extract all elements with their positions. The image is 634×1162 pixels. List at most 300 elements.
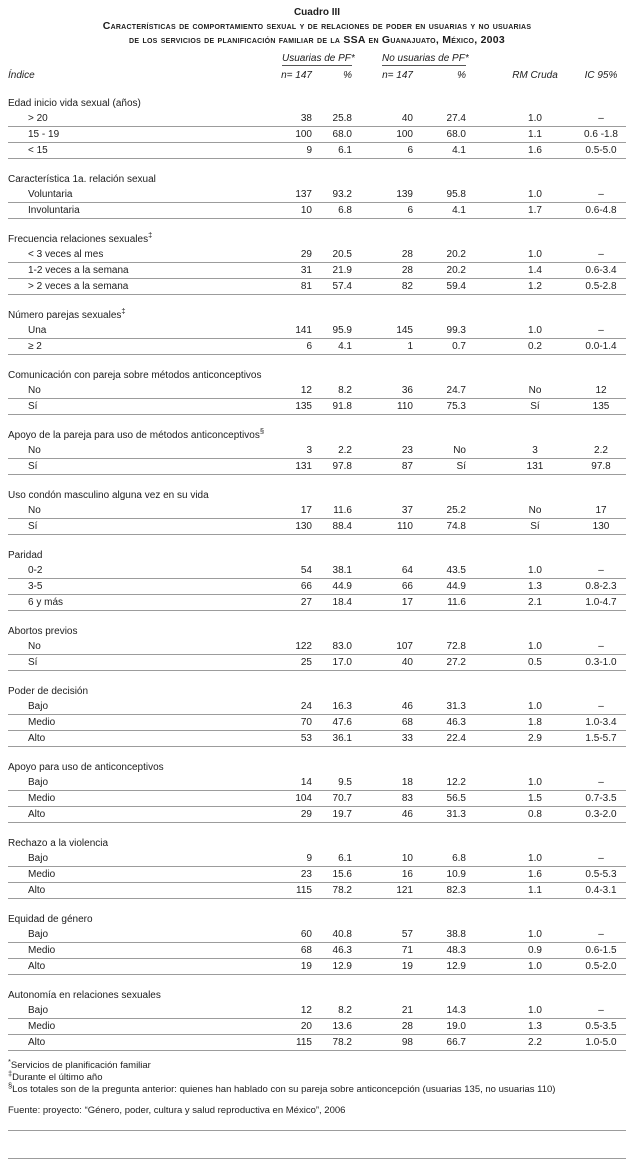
cell-pct-usuarias: 44.9 (332, 581, 352, 592)
row-label: Bajo (28, 777, 49, 788)
footnote-text: Durante el último año (12, 1072, 103, 1083)
section-title-text: Apoyo de la pareja para uso de métodos anticonceptivos (8, 430, 260, 441)
table-row (8, 807, 626, 823)
cell-ic-95: 0.5-5.3 (585, 869, 617, 880)
cell-n-no-usuarias: 57 (401, 929, 413, 940)
row-label: Medio (28, 717, 56, 728)
footnote (8, 1068, 626, 1084)
section-title (8, 988, 626, 1003)
footnote (8, 1056, 626, 1072)
row-label: < 3 veces al mes (28, 249, 104, 260)
cell-n-usuarias: 68 (300, 945, 312, 956)
cell-ic-95: 1.5-5.7 (585, 733, 617, 744)
table-row (8, 851, 626, 867)
footnote (8, 1080, 626, 1096)
cell-n-no-usuarias: 87 (401, 461, 413, 472)
row-label: ≥ 2 (28, 341, 42, 352)
cell-rm-cruda: 1.7 (528, 205, 542, 216)
cell-ic-95: 130 (592, 521, 610, 532)
cell-n-usuarias: 141 (295, 325, 312, 336)
cell-ic-95: – (598, 249, 604, 260)
cell-pct-usuarias: 40.8 (332, 929, 352, 940)
cell-n-usuarias: 31 (300, 265, 312, 276)
cell-rm-cruda: 1.1 (528, 129, 542, 140)
table-row (8, 339, 626, 355)
cell-ic-95: 0.3-1.0 (585, 657, 617, 668)
cell-ic-95: 135 (592, 401, 610, 412)
section-title (8, 308, 626, 323)
cell-rm-cruda: 1.8 (528, 717, 542, 728)
table-row (8, 399, 626, 415)
cell-ic-95: – (598, 641, 604, 652)
cell-pct-usuarias: 8.2 (338, 1005, 352, 1016)
row-label: Alto (28, 1037, 46, 1048)
cell-pct-usuarias: 36.1 (332, 733, 352, 744)
cell-rm-cruda: 1.0 (528, 249, 542, 260)
section-title-text: Comunicación con pareja sobre métodos anticonceptivos (8, 370, 262, 381)
section-title (8, 368, 626, 383)
cell-pct-no-usuarias: Sí (456, 461, 466, 472)
cell-n-usuarias: 81 (300, 281, 312, 292)
table-label: Cuadro III (293, 7, 341, 18)
cell-pct-no-usuarias: 75.3 (446, 401, 466, 412)
cell-pct-no-usuarias: 27.4 (446, 113, 466, 124)
cell-rm-cruda: 1.0 (528, 1005, 542, 1016)
cell-ic-95: – (598, 853, 604, 864)
cell-rm-cruda: 1.6 (528, 145, 542, 156)
cell-pct-no-usuarias: 44.9 (446, 581, 466, 592)
table-row (8, 563, 626, 579)
cell-pct-no-usuarias: 10.9 (446, 869, 466, 880)
row-label: 0-2 (28, 565, 43, 576)
row-label: No (28, 505, 41, 516)
cell-n-no-usuarias: 71 (401, 945, 413, 956)
table-section (8, 548, 626, 611)
cell-n-no-usuarias: 6 (407, 205, 413, 216)
section-title (8, 624, 626, 639)
cell-n-no-usuarias: 23 (401, 445, 413, 456)
cell-ic-95: – (598, 929, 604, 940)
cell-n-usuarias: 29 (300, 249, 312, 260)
section-title-text: Edad inicio vida sexual (años) (8, 98, 141, 109)
cell-pct-no-usuarias: 72.8 (446, 641, 466, 652)
cell-n-no-usuarias: 28 (401, 265, 413, 276)
table-row (8, 639, 626, 655)
cell-pct-no-usuarias: 0.7 (452, 341, 466, 352)
section-title (8, 96, 626, 111)
table-section (8, 684, 626, 747)
row-label: Voluntaria (28, 189, 73, 200)
table-row (8, 579, 626, 595)
section-rows (8, 383, 626, 415)
table-body (8, 96, 626, 1051)
cell-n-no-usuarias: 28 (401, 249, 413, 260)
table-header (8, 53, 626, 83)
cell-n-no-usuarias: 17 (401, 597, 413, 608)
column-group-row (8, 53, 626, 66)
section-rows (8, 775, 626, 823)
table-title (8, 19, 626, 47)
cell-n-no-usuarias: 46 (401, 701, 413, 712)
col-header-rm-cruda: RM Cruda (512, 70, 558, 81)
cell-pct-usuarias: 6.1 (338, 145, 352, 156)
cell-ic-95: 0.5-5.0 (585, 145, 617, 156)
cell-pct-no-usuarias: 27.2 (446, 657, 466, 668)
row-label: Bajo (28, 1005, 49, 1016)
section-title-text: Frecuencia relaciones sexuales (8, 234, 149, 245)
table-row (8, 263, 626, 279)
table-title-line2: de los servicios de planificación familiar de la SSA en Guanajuato, México, 2003 (129, 34, 505, 46)
col-group-no-usuarias: No usuarias de PF* (382, 53, 469, 64)
cell-rm-cruda: 2.9 (528, 733, 542, 744)
table-row (8, 279, 626, 295)
cell-rm-cruda: 2.1 (528, 597, 542, 608)
cell-n-usuarias: 115 (296, 1037, 312, 1048)
cell-rm-cruda: Sí (530, 521, 540, 532)
cell-pct-no-usuarias: 14.3 (446, 1005, 466, 1016)
cell-n-usuarias: 20 (300, 1021, 312, 1032)
bottom-rule (8, 1130, 626, 1131)
cell-rm-cruda: 1.0 (528, 777, 542, 788)
cell-n-usuarias: 122 (295, 641, 312, 652)
cell-ic-95: 1.0-4.7 (585, 597, 617, 608)
cell-ic-95: 97.8 (591, 461, 611, 472)
cell-rm-cruda: 3 (532, 445, 538, 456)
cell-rm-cruda: 131 (526, 461, 544, 472)
cell-n-no-usuarias: 46 (401, 809, 413, 820)
row-label: Medio (28, 793, 56, 804)
cell-ic-95: 1.0-3.4 (585, 717, 617, 728)
row-label: Alto (28, 809, 46, 820)
cell-n-usuarias: 14 (300, 777, 312, 788)
cell-n-no-usuarias: 145 (396, 325, 413, 336)
section-title (8, 172, 626, 187)
cell-n-no-usuarias: 16 (401, 869, 413, 880)
section-rows (8, 247, 626, 295)
table-row (8, 187, 626, 203)
cell-ic-95: – (598, 325, 604, 336)
cell-n-no-usuarias: 28 (401, 1021, 413, 1032)
cell-n-no-usuarias: 68 (401, 717, 413, 728)
section-title (8, 836, 626, 851)
cell-n-no-usuarias: 10 (401, 853, 413, 864)
source-line: Fuente: proyecto: “Género, poder, cultura y salud reproductiva en México”, 2006 (8, 1105, 346, 1116)
table-section (8, 96, 626, 159)
cell-n-no-usuarias: 110 (397, 521, 413, 532)
cell-n-no-usuarias: 6 (407, 145, 413, 156)
cell-pct-no-usuarias: 48.3 (446, 945, 466, 956)
section-title (8, 684, 626, 699)
cell-ic-95: 0.8-2.3 (585, 581, 617, 592)
section-rows (8, 187, 626, 219)
cell-n-usuarias: 100 (295, 129, 312, 140)
section-rows (8, 503, 626, 535)
cell-ic-95: 0.0-1.4 (585, 341, 617, 352)
page-end-rule (8, 1158, 626, 1159)
table-row (8, 247, 626, 263)
section-title-text: Apoyo para uso de anticonceptivos (8, 762, 164, 773)
section-title-text: Uso condón masculino alguna vez en su vida (8, 490, 209, 501)
table-row (8, 927, 626, 943)
section-title (8, 760, 626, 775)
cell-pct-usuarias: 13.6 (332, 1021, 352, 1032)
section-rows (8, 639, 626, 671)
cell-ic-95: – (598, 777, 604, 788)
cell-n-usuarias: 53 (300, 733, 312, 744)
cell-n-usuarias: 54 (300, 565, 312, 576)
cell-n-usuarias: 38 (300, 113, 312, 124)
cell-n-usuarias: 66 (300, 581, 312, 592)
table-row (8, 775, 626, 791)
cell-rm-cruda: 2.2 (528, 1037, 542, 1048)
cell-pct-usuarias: 78.2 (332, 885, 352, 896)
table-section (8, 624, 626, 671)
section-title (8, 912, 626, 927)
table-row (8, 127, 626, 143)
cell-rm-cruda: 1.4 (528, 265, 542, 276)
row-label: Medio (28, 869, 56, 880)
table-section (8, 368, 626, 415)
cell-ic-95: 0.6 -1.8 (584, 129, 618, 140)
cell-rm-cruda: 1.0 (528, 641, 542, 652)
cell-pct-no-usuarias: 24.7 (446, 385, 466, 396)
row-label: < 15 (28, 145, 48, 156)
col-group-usuarias: Usuarias de PF* (282, 53, 355, 64)
row-label: Una (28, 325, 47, 336)
cell-n-no-usuarias: 36 (401, 385, 413, 396)
col-header-indice: Índice (8, 70, 35, 81)
section-title-text: Característica 1a. relación sexual (8, 174, 156, 185)
table-row (8, 1003, 626, 1019)
row-label: Sí (28, 657, 38, 668)
cell-pct-no-usuarias: 59.4 (446, 281, 466, 292)
cell-rm-cruda: 1.0 (528, 565, 542, 576)
cell-ic-95: – (598, 701, 604, 712)
cell-pct-no-usuarias: 38.8 (446, 929, 466, 940)
cell-n-no-usuarias: 19 (401, 961, 413, 972)
cell-pct-usuarias: 19.7 (332, 809, 352, 820)
cell-n-no-usuarias: 1 (407, 341, 413, 352)
cell-pct-no-usuarias: 6.8 (452, 853, 466, 864)
row-label: Sí (28, 461, 38, 472)
row-label: 1-2 veces a la semana (28, 265, 129, 276)
cell-n-usuarias: 135 (295, 401, 312, 412)
footnotes (8, 1056, 626, 1096)
table-row (8, 503, 626, 519)
section-rows (8, 1003, 626, 1051)
cell-ic-95: 12 (595, 385, 607, 396)
row-label: 15 - 19 (28, 129, 60, 140)
cell-pct-no-usuarias: 20.2 (446, 249, 466, 260)
cell-n-no-usuarias: 121 (396, 885, 413, 896)
cell-pct-usuarias: 15.6 (332, 869, 352, 880)
section-title (8, 488, 626, 503)
table-row (8, 867, 626, 883)
table-row (8, 943, 626, 959)
cell-pct-usuarias: 9.5 (338, 777, 352, 788)
cell-pct-usuarias: 46.3 (332, 945, 352, 956)
cell-ic-95: – (598, 1005, 604, 1016)
cell-pct-usuarias: 11.6 (333, 505, 352, 516)
cell-pct-usuarias: 18.4 (332, 597, 352, 608)
section-rows (8, 443, 626, 475)
table-caption (8, 6, 626, 47)
cell-pct-usuarias: 83.0 (332, 641, 352, 652)
row-label: Bajo (28, 701, 49, 712)
cell-n-usuarias: 9 (306, 145, 312, 156)
col-header-pct-no-usuarias: % (457, 70, 466, 81)
section-title-sup: ‡ (121, 306, 126, 316)
cell-pct-usuarias: 16.3 (332, 701, 352, 712)
cell-pct-no-usuarias: 46.3 (446, 717, 466, 728)
cell-rm-cruda: 1.5 (528, 793, 542, 804)
cell-n-usuarias: 19 (300, 961, 312, 972)
cell-pct-no-usuarias: 4.1 (452, 145, 466, 156)
section-title (8, 548, 626, 563)
cell-n-usuarias: 6 (306, 341, 312, 352)
cell-pct-usuarias: 88.4 (332, 521, 352, 532)
table-section (8, 760, 626, 823)
section-title-text: Número parejas sexuales (8, 310, 122, 321)
cell-pct-usuarias: 12.9 (332, 961, 352, 972)
footnote-marker: * (8, 1056, 11, 1066)
cell-n-usuarias: 131 (295, 461, 312, 472)
cell-n-no-usuarias: 100 (396, 129, 413, 140)
table-row (8, 323, 626, 339)
footnote-text: Los totales son de la pregunta anterior: quienes han hablado con su pareja sobre anticoncepción (usuarias 135, no usuarias 110) (12, 1084, 556, 1095)
table-section (8, 488, 626, 535)
cell-pct-usuarias: 95.9 (332, 325, 352, 336)
col-header-n-usuarias: n= 147 (281, 70, 312, 81)
cell-rm-cruda: 1.0 (528, 929, 542, 940)
row-label: Medio (28, 1021, 56, 1032)
cell-rm-cruda: 0.5 (528, 657, 542, 668)
cell-pct-usuarias: 25.8 (332, 113, 352, 124)
table-section (8, 308, 626, 355)
cell-pct-no-usuarias: 12.9 (446, 961, 466, 972)
section-title-text: Paridad (8, 550, 43, 561)
table-row (8, 1019, 626, 1035)
cell-ic-95: 0.5-2.8 (585, 281, 617, 292)
cell-pct-usuarias: 2.2 (338, 445, 352, 456)
section-title-sup: ‡ (148, 230, 153, 240)
cell-pct-usuarias: 91.8 (332, 401, 352, 412)
cell-ic-95: 0.6-1.5 (585, 945, 617, 956)
row-label: 6 y más (28, 597, 64, 608)
cell-pct-no-usuarias: No (453, 445, 466, 456)
cell-n-no-usuarias: 98 (401, 1037, 413, 1048)
table-section (8, 172, 626, 219)
cell-pct-no-usuarias: 20.2 (446, 265, 466, 276)
table-section (8, 912, 626, 975)
row-label: No (28, 445, 41, 456)
footnote-marker: ‡ (8, 1068, 13, 1078)
cell-rm-cruda: 0.2 (528, 341, 542, 352)
cell-ic-95: 0.6-4.8 (585, 205, 617, 216)
cell-pct-no-usuarias: 22.4 (446, 733, 466, 744)
cell-ic-95: – (598, 113, 604, 124)
row-label: No (28, 385, 41, 396)
row-label: Involuntaria (28, 205, 80, 216)
cell-pct-no-usuarias: 31.3 (446, 809, 466, 820)
cell-n-usuarias: 12 (300, 385, 312, 396)
column-header-row (8, 66, 626, 83)
row-label: Medio (28, 945, 56, 956)
cell-n-usuarias: 104 (295, 793, 312, 804)
cell-rm-cruda: 1.0 (528, 853, 542, 864)
cell-pct-usuarias: 20.5 (332, 249, 352, 260)
cell-n-usuarias: 10 (300, 205, 312, 216)
cell-ic-95: 0.5-3.5 (585, 1021, 617, 1032)
section-title (8, 232, 626, 247)
cell-n-no-usuarias: 83 (401, 793, 413, 804)
table-row (8, 883, 626, 899)
cell-n-usuarias: 70 (300, 717, 312, 728)
section-rows (8, 927, 626, 975)
cell-pct-no-usuarias: 56.5 (446, 793, 466, 804)
table-row (8, 959, 626, 975)
cell-n-usuarias: 23 (300, 869, 312, 880)
cell-pct-no-usuarias: 68.0 (446, 129, 466, 140)
section-title-text: Equidad de género (8, 914, 93, 925)
cell-ic-95: 0.6-3.4 (585, 265, 617, 276)
row-label: 3-5 (28, 581, 43, 592)
cell-rm-cruda: 1.0 (528, 189, 542, 200)
cell-n-usuarias: 137 (295, 189, 312, 200)
section-title-sup: § (259, 426, 265, 436)
cell-n-no-usuarias: 82 (401, 281, 413, 292)
col-header-ic-95: IC 95% (584, 70, 618, 81)
section-rows (8, 851, 626, 899)
cell-n-no-usuarias: 40 (401, 113, 413, 124)
cell-pct-usuarias: 47.6 (332, 717, 352, 728)
table-section (8, 988, 626, 1051)
cell-ic-95: 0.7-3.5 (585, 793, 617, 804)
cell-n-no-usuarias: 33 (401, 733, 413, 744)
row-label: Sí (28, 521, 38, 532)
table-row (8, 519, 626, 535)
row-label: > 20 (28, 113, 48, 124)
table-section (8, 428, 626, 475)
cell-n-usuarias: 3 (306, 445, 312, 456)
cell-n-no-usuarias: 110 (397, 401, 413, 412)
section-rows (8, 111, 626, 159)
section-rows (8, 323, 626, 355)
cell-n-usuarias: 12 (300, 1005, 312, 1016)
table-row (8, 655, 626, 671)
cell-pct-usuarias: 93.2 (332, 189, 352, 200)
cell-n-no-usuarias: 37 (401, 505, 413, 516)
cell-rm-cruda: No (528, 505, 542, 516)
cell-n-usuarias: 29 (300, 809, 312, 820)
section-rows (8, 699, 626, 747)
cell-n-usuarias: 130 (295, 521, 312, 532)
row-label: > 2 veces a la semana (28, 281, 129, 292)
table-row (8, 715, 626, 731)
footnote-text: Servicios de planificación familiar (10, 1060, 151, 1071)
cell-n-usuarias: 25 (300, 657, 312, 668)
row-label: Alto (28, 733, 46, 744)
cell-pct-no-usuarias: 25.2 (446, 505, 466, 516)
cell-ic-95: 0.4-3.1 (585, 885, 617, 896)
cell-pct-no-usuarias: 82.3 (446, 885, 466, 896)
cell-pct-no-usuarias: 99.3 (446, 325, 466, 336)
cell-n-usuarias: 27 (300, 597, 312, 608)
table-row (8, 699, 626, 715)
cell-n-no-usuarias: 139 (396, 189, 413, 200)
cell-pct-usuarias: 6.8 (338, 205, 352, 216)
table-title-line1: Características de comportamiento sexual y de relaciones de poder en usuarias y no usuarias (102, 20, 532, 32)
